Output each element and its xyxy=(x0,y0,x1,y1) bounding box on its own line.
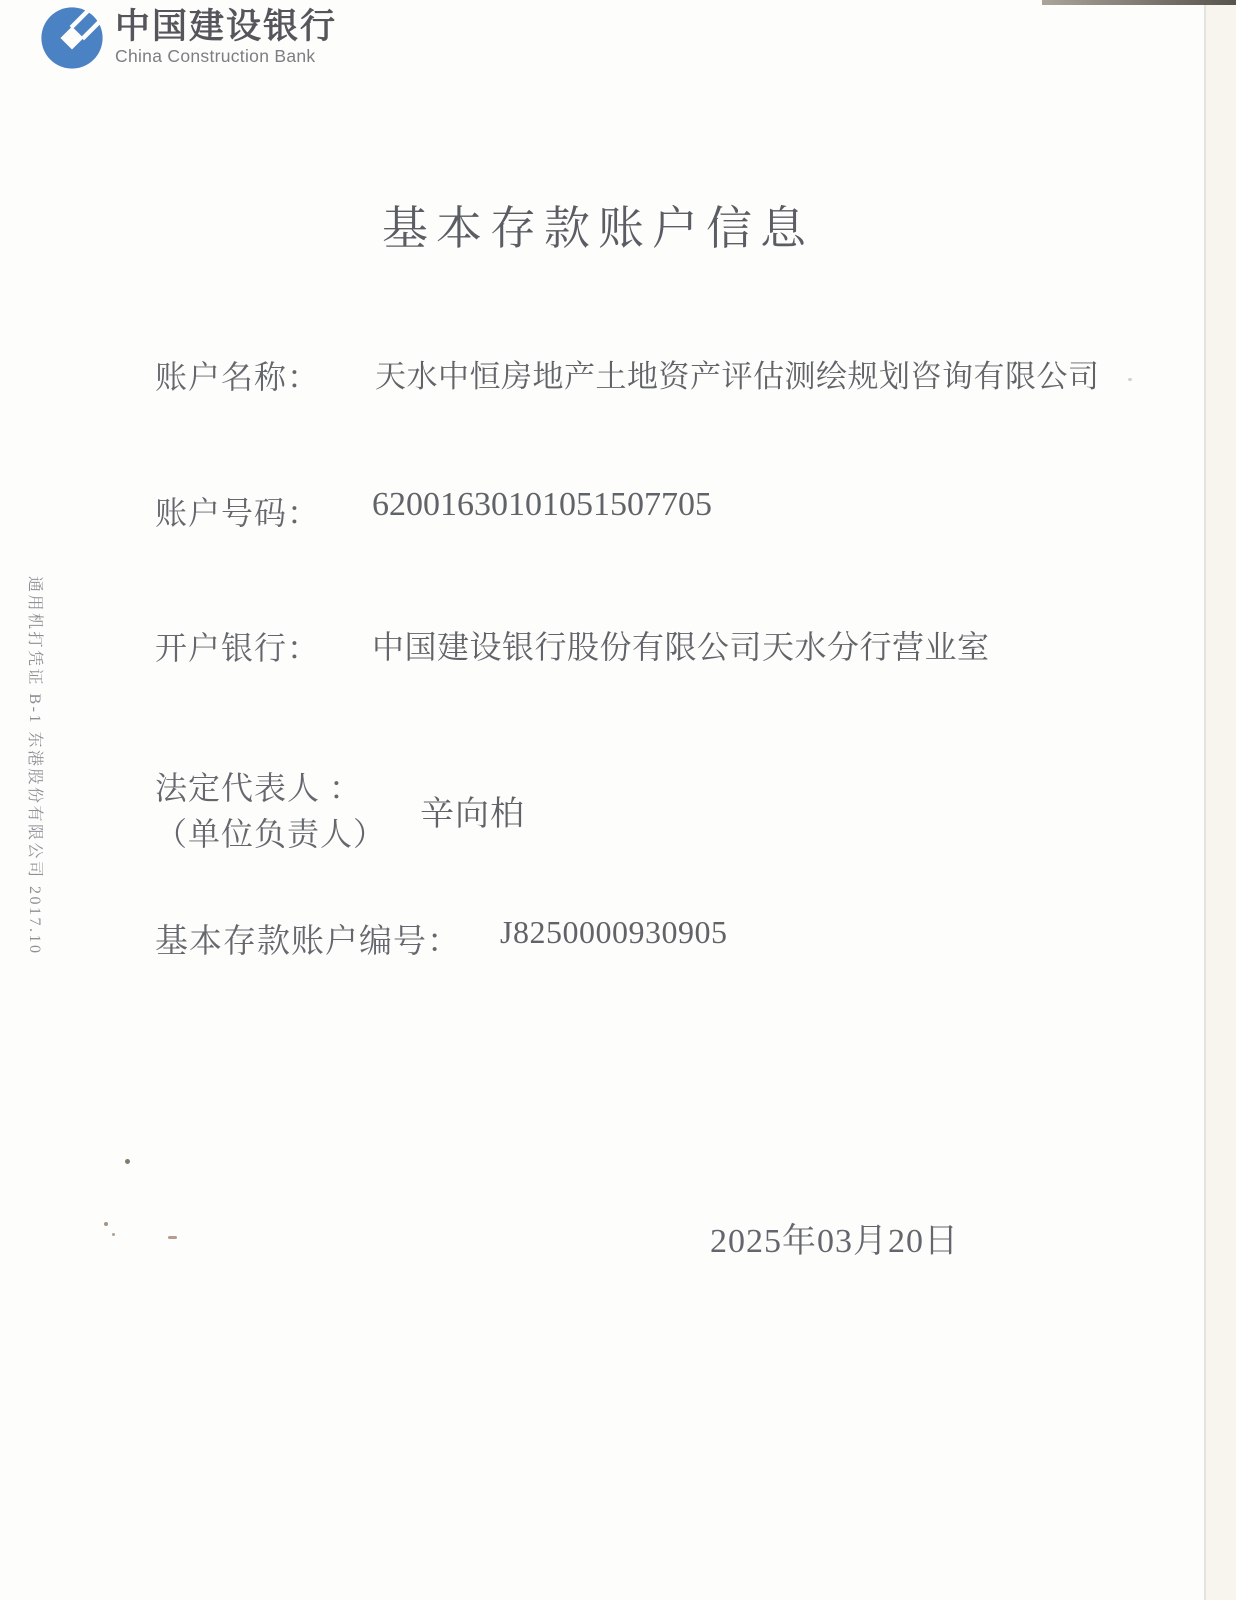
scan-speck xyxy=(104,1222,108,1226)
account-name-label: 账户名称： xyxy=(155,359,321,395)
bank-logo xyxy=(38,4,337,72)
legal-representative-label-line2: （单位负责人） xyxy=(155,816,387,852)
issue-date: 2025年03月20日 xyxy=(710,1223,959,1260)
legal-representative-label-line1: 法定代表人 ： xyxy=(155,770,363,806)
opening-bank-label: 开户银行： xyxy=(155,630,321,666)
account-number-label: 账户号码： xyxy=(155,495,321,531)
form-stock-side-note: 通用机打凭证 B-1 东港股份有限公司 2017.10 xyxy=(26,576,43,956)
scan-speck xyxy=(168,1236,177,1239)
document-title: 基本存款账户信息 xyxy=(382,203,814,254)
opening-bank-value: 中国建设银行股份有限公司天水分行营业室 xyxy=(372,629,990,665)
scan-top-edge-shadow xyxy=(1042,0,1236,5)
scan-speck xyxy=(112,1233,115,1236)
legal-representative-value: 辛向柏 xyxy=(420,796,525,833)
scan-crease-line xyxy=(1204,0,1206,1600)
account-name-value: 天水中恒房地产土地资产评估测绘规划咨询有限公司 xyxy=(375,359,1100,394)
bank-logotype xyxy=(115,4,337,67)
bank-name-english: China Construction Bank xyxy=(115,45,316,66)
scan-right-edge xyxy=(1206,0,1236,1600)
basic-account-id-value: J8250000930905 xyxy=(500,914,728,950)
scan-speck xyxy=(125,1159,130,1164)
scan-speck xyxy=(1128,378,1132,381)
account-number-value: 62001630101051507705 xyxy=(372,486,712,523)
basic-account-id-label: 基本存款账户编号： xyxy=(155,924,461,960)
bank-name-chinese: 中国建设银行 xyxy=(115,7,338,46)
ccb-logo-icon xyxy=(38,4,106,72)
